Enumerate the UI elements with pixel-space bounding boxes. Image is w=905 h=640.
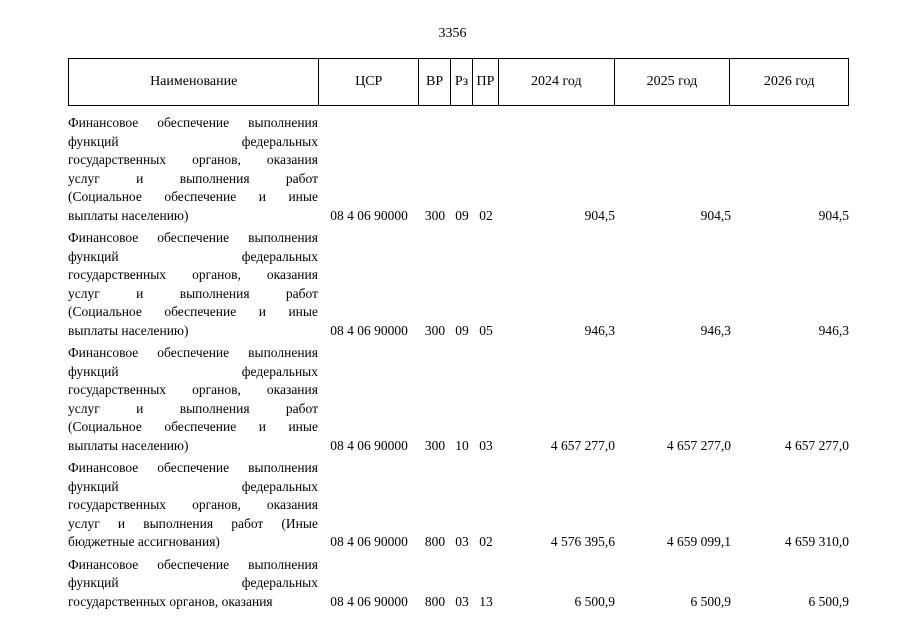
row-name-line: [68, 266, 318, 285]
row-2025: 4 659 099,1: [666, 534, 731, 549]
row-vr: 300: [424, 322, 446, 338]
word: федеральных: [241, 133, 318, 149]
word: федеральных: [241, 248, 318, 264]
word: и: [258, 189, 266, 204]
word: и: [258, 419, 266, 434]
word: государственных: [68, 382, 167, 397]
header-2026: 2026 год: [763, 74, 815, 89]
word: функций: [68, 133, 119, 149]
row-name-line: [68, 151, 318, 170]
row-name-line: [68, 133, 318, 152]
table-row: [68, 459, 849, 552]
row-name-line: бюджетные ассигнования): [68, 534, 220, 549]
word: Финансовое: [68, 115, 139, 130]
row-2025: 946,3: [700, 322, 731, 338]
row-2025: 904,5: [700, 207, 731, 223]
table-header: [68, 58, 849, 106]
row-name-line: государственных органов, оказания: [68, 593, 273, 609]
word: иные: [288, 419, 318, 434]
row-name-line: [68, 188, 318, 207]
word: функций: [68, 363, 119, 379]
row-name-line: [68, 478, 318, 497]
word: выполнения: [179, 400, 250, 416]
row-name-line: выплаты населению): [68, 437, 189, 453]
table-row: [68, 344, 849, 455]
row-2026: 4 659 310,0: [784, 534, 849, 549]
word: иные: [288, 304, 318, 319]
word: работ: [285, 170, 318, 186]
row-name-line: [68, 114, 318, 133]
word: органов,: [192, 497, 241, 512]
row-csr: 08 4 06 90000: [330, 322, 408, 338]
row-csr: 08 4 06 90000: [330, 534, 408, 549]
word: государственных: [68, 497, 167, 512]
word: органов,: [192, 152, 241, 167]
row-rz: 03: [455, 534, 469, 549]
row-name: [68, 344, 319, 455]
word: федеральных: [241, 363, 318, 379]
word: Финансовое: [68, 230, 139, 245]
row-rz: 09: [455, 322, 469, 338]
word: и: [136, 285, 144, 301]
word: (Социальное: [68, 419, 142, 434]
word: государственных: [68, 267, 167, 282]
word: Финансовое: [68, 556, 139, 572]
word: федеральных: [241, 478, 318, 494]
row-name-line: [68, 418, 318, 437]
row-name-line: [68, 285, 318, 304]
row-name: [68, 229, 319, 340]
word: и: [136, 400, 144, 416]
row-name-line: [68, 170, 318, 189]
header-2025: 2025 год: [615, 59, 731, 105]
word: обеспечение: [157, 230, 230, 245]
table-row: [68, 556, 849, 612]
row-rz: 09: [455, 207, 469, 223]
row-name-line: выплаты населению): [68, 207, 189, 223]
word: работ: [285, 285, 318, 301]
word: выполнения: [248, 230, 318, 245]
word: выполнения: [248, 460, 318, 475]
word: выполнения: [248, 556, 318, 572]
row-name: [68, 459, 319, 552]
row-name-line: [68, 400, 318, 419]
row-2026: 4 657 277,0: [784, 437, 849, 453]
row-2024: 946,3: [584, 322, 615, 338]
word: услуг: [68, 515, 100, 531]
word: (Социальное: [68, 189, 142, 204]
word: услуг: [68, 170, 100, 186]
header-vr: ВР: [419, 59, 451, 105]
word: выполнения: [143, 515, 214, 531]
word: оказания: [266, 152, 318, 167]
word: обеспечение: [164, 419, 237, 434]
row-2024: 6 500,9: [574, 593, 615, 609]
row-2024: 904,5: [584, 207, 615, 223]
row-2025: 6 500,9: [690, 593, 731, 609]
row-name-line: [68, 515, 318, 534]
row-rz: 10: [455, 437, 469, 453]
table-row: [68, 114, 849, 225]
row-pr: 13: [479, 593, 493, 609]
row-pr: 03: [479, 437, 493, 453]
row-name-line: [68, 459, 318, 478]
row-csr: 08 4 06 90000: [330, 437, 408, 453]
row-name-line: [68, 381, 318, 400]
row-name-line: [68, 496, 318, 515]
word: работ: [231, 515, 264, 531]
row-rz: 03: [455, 593, 469, 609]
word: оказания: [266, 382, 318, 397]
word: оказания: [266, 497, 318, 512]
row-name-line: выплаты населению): [68, 322, 189, 338]
row-csr: 08 4 06 90000: [330, 207, 408, 223]
row-name-line: [68, 556, 318, 575]
word: органов,: [192, 382, 241, 397]
row-vr: 300: [424, 207, 446, 223]
word: государственных: [68, 152, 167, 167]
word: обеспечение: [157, 115, 230, 130]
row-pr: 05: [479, 322, 493, 338]
word: органов,: [192, 267, 241, 282]
row-2025: 4 657 277,0: [666, 437, 731, 453]
word: функций: [68, 248, 119, 264]
word: обеспечение: [157, 460, 230, 475]
word: и: [136, 170, 144, 186]
row-name: [68, 114, 319, 225]
word: федеральных: [241, 575, 318, 590]
word: работ: [285, 400, 318, 416]
word: оказания: [266, 267, 318, 282]
word: Финансовое: [68, 345, 139, 360]
row-2024: 4 657 277,0: [550, 437, 615, 453]
header-rz: Рз: [451, 59, 473, 105]
word: выполнения: [248, 115, 318, 130]
word: функций: [68, 575, 119, 590]
row-name-line: [68, 248, 318, 267]
row-name: [68, 556, 319, 612]
row-vr: 300: [424, 437, 446, 453]
word: выполнения: [248, 345, 318, 360]
header-pr: ПР: [473, 59, 499, 105]
row-2026: 6 500,9: [808, 593, 849, 609]
row-name-line: [68, 574, 318, 593]
word: и: [117, 515, 126, 531]
row-csr: 08 4 06 90000: [330, 593, 408, 609]
header-name: Наименование: [69, 59, 319, 105]
row-vr: 800: [424, 534, 446, 549]
word: услуг: [68, 285, 100, 301]
word: обеспечение: [157, 345, 230, 360]
header-2024: 2024 год: [499, 59, 615, 105]
word: обеспечение: [157, 556, 230, 572]
word: выполнения: [179, 170, 250, 186]
word: (Социальное: [68, 304, 142, 319]
word: выполнения: [179, 285, 250, 301]
row-pr: 02: [479, 207, 493, 223]
word: (Иные: [281, 515, 318, 531]
row-2026: 946,3: [818, 322, 849, 338]
word: функций: [68, 478, 119, 494]
row-2024: 4 576 395,6: [550, 534, 615, 549]
word: Финансовое: [68, 460, 139, 475]
page-number: 3356: [438, 26, 467, 41]
row-name-line: [68, 303, 318, 322]
header-csr: ЦСР: [319, 59, 419, 105]
word: обеспечение: [164, 304, 237, 319]
row-pr: 02: [479, 534, 493, 549]
word: иные: [288, 189, 318, 204]
word: обеспечение: [164, 189, 237, 204]
table-row: [68, 229, 849, 340]
table-body: [68, 114, 849, 615]
word: услуг: [68, 400, 100, 416]
row-2026: 904,5: [818, 207, 849, 223]
row-name-line: [68, 344, 318, 363]
row-vr: 800: [424, 593, 446, 609]
word: и: [258, 304, 266, 319]
row-name-line: [68, 363, 318, 382]
row-name-line: [68, 229, 318, 248]
